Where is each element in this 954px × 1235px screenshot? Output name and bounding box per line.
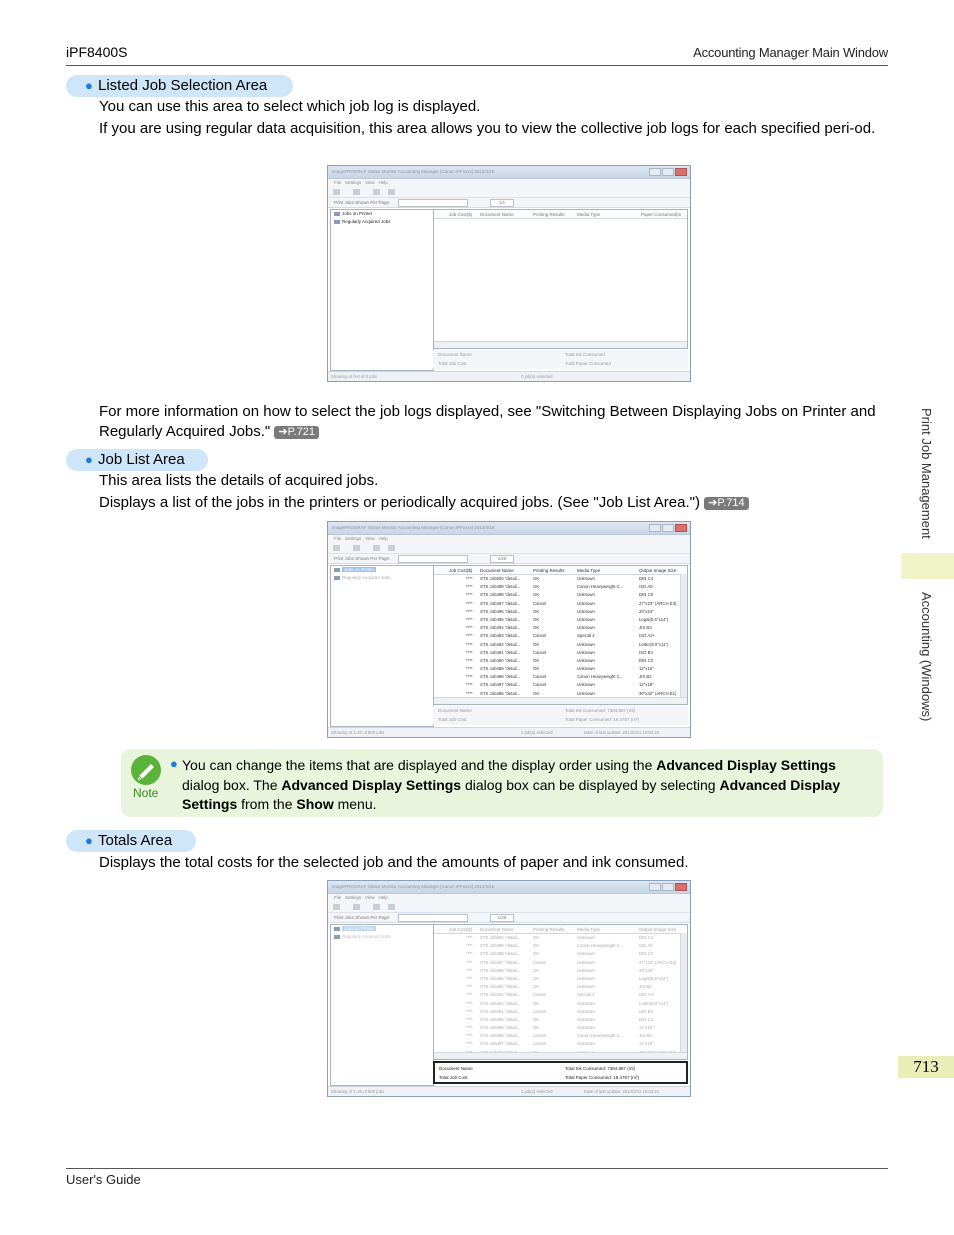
product-model: iPF8400S [66, 44, 128, 60]
table-cell: OK [533, 576, 540, 581]
table-cell: 30"x42" (ARCH E1) [639, 690, 677, 696]
table-cell: Cancel [533, 1008, 547, 1014]
table-cell: STS Job489 "detail... [480, 1025, 521, 1031]
table-row[interactable] [434, 575, 687, 583]
listed-paragraph-1: You can use this area to select which job log is displayed. [99, 98, 481, 115]
table-row[interactable] [434, 616, 687, 624]
table-cell: JIS B2 [639, 674, 652, 680]
table-cell: ISO B4 [639, 1008, 653, 1014]
table-cell: OK [533, 584, 540, 590]
table-cell: DIN C4 [639, 935, 654, 940]
table-cell: Unknown [577, 666, 595, 672]
side-tab-print-job-management[interactable]: Print Job Management [919, 408, 934, 539]
table-cell: 20"x24" [639, 608, 654, 614]
table-cell: Unknown [577, 984, 595, 990]
table-cell: DIN C0 [639, 592, 654, 598]
table-cell: **** [466, 690, 473, 696]
table-cell: Cancel [533, 992, 547, 998]
listed-paragraph-2: If you are using regular data acquisition, this area allows you to view the collective job logs for each specified peri-od. [99, 120, 876, 137]
table-cell: **** [466, 951, 473, 957]
table-cell: **** [466, 657, 473, 663]
table-cell: OK [533, 690, 540, 696]
table-cell: Cancel [533, 649, 547, 655]
table-row[interactable] [434, 600, 687, 608]
bullet-icon: ● [85, 452, 93, 467]
table-row[interactable] [434, 673, 687, 681]
table-cell: 27"x23" (ARCH E3) [639, 959, 677, 965]
table-cell: Unknown [577, 959, 595, 965]
table-cell: STS Job495 "detail... [480, 616, 521, 622]
table-cell: OK [533, 1016, 540, 1022]
table-cell: OK [533, 641, 540, 647]
table-cell: **** [466, 1000, 473, 1006]
screenshot-listed-job-selection: imagePROGRAF Status Monitor Accounting Manager [Canon iPFxxxx] 2012/4/16 File Settings View Help Print Jobs Shown Per Page: 1/1 Jobs on Printer Regularly Acquired Jobs Job Cost($) Document Name Printing Results Media Type Paper Consumed(m Document Name Total Job Cost Total Ink Consumed Total Paper Consumed Showing of 0-0 of 0 jobs 0 job(s) selected [327, 165, 691, 382]
table-cell: **** [466, 608, 473, 614]
table-row[interactable] [434, 1040, 687, 1048]
table-row[interactable] [434, 681, 687, 689]
table-cell: Unknown [577, 1041, 595, 1047]
table-cell: 20"x24" [639, 967, 654, 973]
table-cell: STS Job492 "detail... [480, 641, 521, 647]
side-tab-accounting[interactable]: Accounting (Windows) [919, 592, 934, 722]
table-cell: STS Job498 "detail... [480, 592, 521, 598]
table-row[interactable] [434, 959, 687, 967]
table-cell: STS Job500 "detail... [480, 576, 521, 581]
table-row[interactable] [434, 591, 687, 599]
note-pencil-icon [131, 755, 161, 785]
table-cell: Canon Heavyweight C... [577, 584, 624, 590]
table-cell: Unknown [577, 1016, 595, 1022]
table-cell: OK [533, 666, 540, 672]
totals-paragraph-1: Displays the total costs for the selected job and the amounts of paper and ink consumed. [99, 854, 689, 871]
table-cell: Unknown [577, 576, 595, 581]
footer-rule [66, 1168, 888, 1169]
table-cell: **** [466, 935, 473, 940]
table-cell: STS Job495 "detail... [480, 975, 521, 981]
table-cell: STS Job497 "detail... [480, 959, 521, 965]
table-row[interactable] [434, 942, 687, 950]
table-cell: DIN C4 [639, 576, 654, 581]
table-cell: **** [466, 943, 473, 949]
table-cell: **** [466, 1016, 473, 1022]
table-cell: OK [533, 616, 540, 622]
bullet-icon: ● [85, 833, 93, 848]
table-row[interactable] [434, 624, 687, 632]
table-cell: JIS B3 [639, 984, 652, 990]
table-cell: STS Job487 "detail... [480, 1041, 521, 1047]
table-cell: **** [466, 666, 473, 672]
table-cell: OK [533, 984, 540, 990]
table-cell: OK [533, 943, 540, 949]
side-tab-highlight [901, 553, 954, 579]
table-cell: STS Job500 "detail... [480, 935, 521, 940]
table-row[interactable] [434, 975, 687, 983]
joblist-paragraph-2: Displays a list of the jobs in the printers or periodically acquired jobs. (See "Job List Area.") ➔P.714 [99, 493, 889, 513]
table-cell: STS Job491 "detail... [480, 649, 521, 655]
table-cell: Unknown [577, 649, 595, 655]
table-cell: STS Job496 "detail... [480, 967, 521, 973]
bullet-icon: ● [170, 756, 178, 771]
table-cell: 27"x23" (ARCH E3) [639, 600, 677, 606]
table-cell: OK [533, 592, 540, 598]
table-cell: Unknown [577, 608, 595, 614]
table-row[interactable] [434, 934, 687, 942]
table-cell: OK [533, 935, 540, 940]
table-row[interactable] [434, 641, 687, 649]
table-cell: **** [466, 625, 473, 631]
table-row[interactable] [434, 657, 687, 665]
table-cell: STS Job499 "detail... [480, 943, 521, 949]
table-cell: Special 4 [577, 633, 595, 639]
table-cell: Cancel [533, 959, 547, 965]
table-cell: 12"x16" [639, 666, 654, 672]
bullet-icon: ● [85, 78, 93, 93]
table-row[interactable] [434, 1016, 687, 1024]
table-cell: ISO A2+ [639, 992, 656, 998]
table-cell: Unknown [577, 616, 595, 622]
table-cell: 12"x16" [639, 1025, 654, 1031]
table-cell: Unknown [577, 625, 595, 631]
table-cell: Unknown [577, 951, 595, 957]
table-cell: **** [466, 576, 473, 581]
table-cell: Cancel [533, 1033, 547, 1039]
table-cell: **** [466, 1025, 473, 1031]
table-cell: Cancel [533, 674, 547, 680]
table-cell: Cancel [533, 682, 547, 688]
section-heading-totals: ● Totals Area [66, 830, 196, 852]
table-cell: STS Job492 "detail... [480, 1000, 521, 1006]
table-cell: 12"x18" [639, 682, 654, 688]
page-number: 713 [898, 1056, 954, 1078]
table-cell: Unknown [577, 592, 595, 598]
table-cell: JIS B2 [639, 1033, 652, 1039]
table-cell: STS Job486 "detail... [480, 690, 521, 696]
page-reference-714[interactable]: ➔P.714 [704, 497, 749, 510]
table-cell: STS Job490 "detail... [480, 657, 521, 663]
table-cell: Letter(8.5"x11") [639, 641, 669, 647]
page-reference-721[interactable]: ➔P.721 [274, 426, 319, 439]
table-cell: Cancel [533, 600, 547, 606]
table-cell: **** [466, 616, 473, 622]
table-cell: Legal(8.5"x14") [639, 975, 669, 981]
table-cell: STS Job494 "detail... [480, 984, 521, 990]
table-row[interactable] [434, 649, 687, 657]
screenshot-totals: imagePROGRAF Status Monitor Accounting Manager [Canon iPFxxxx] 2012/4/16 File Settings View Help Print Jobs Shown Per Page: 1/25 Jobs on Printer Regularly Acquired Jobs Job Cost($) Document Name Printing Results Media Type Output Image Size **** STS Job500 "detail... OK Unknown DIN C4 **** STS Job499 "detail... OK Canon Heavyweight C... ISO A0 **** STS Job498 "detail... OK Unknown DIN C0 **** STS Job497 "detail... Cancel Unknown 27"x23" (ARCH E3) **** STS Job496 "detail... OK Unknown 20"x24" **** STS Job495 "detail... OK Unknown Legal(8.5"x14") **** STS Job494 "detail... OK Unknown JIS B3 **** STS Job493 "detail... Cancel Special 4 ISO A2+ **** STS Job492 "detail... OK Unknown Letter(8.5"x11") **** STS Job491 "detail... Cancel Unknown ISO B4 **** STS Job490 "detail... OK Unknown DIN C2 **** STS Job489 "detail... OK Unknown 12"x16" **** STS Job488 "detail... Cancel Canon Heavyweight C... JIS B2 **** STS Job487 "detail... Cancel Unknown 12"x18" Document Name Total Job Cost Total Ink Consumed: 7384.887 (ml) Total Paper Consumed: 19.4767 (m²) Showing of 1-20 of 500 jobs 1 job(s) selected Date of last update: 2012/2/11 19:03:21 [327, 880, 691, 1097]
table-cell: Unknown [577, 935, 595, 940]
table-cell: **** [466, 641, 473, 647]
table-cell: STS Job496 "detail... [480, 608, 521, 614]
table-cell: STS Job494 "detail... [480, 625, 521, 631]
table-cell: Unknown [577, 641, 595, 647]
table-row[interactable] [434, 967, 687, 975]
table-cell: Unknown [577, 1025, 595, 1031]
section-title: Accounting Manager Main Window [693, 45, 888, 60]
table-cell: Canon Heavyweight C... [577, 1033, 624, 1039]
table-row[interactable] [434, 1008, 687, 1016]
table-cell: STS Job489 "detail... [480, 666, 521, 672]
table-cell: OK [533, 1025, 540, 1031]
table-row[interactable] [434, 991, 687, 999]
table-cell: DIN C2 [639, 657, 654, 663]
table-cell: **** [466, 1008, 473, 1014]
table-cell: STS Job488 "detail... [480, 674, 521, 680]
listed-paragraph-3: For more information on how to select the job logs displayed, see "Switching Between Displaying Jobs on Printer and Regularly Acquired Jobs." ➔P.721 [99, 403, 876, 440]
table-cell: Special 4 [577, 992, 595, 998]
table-cell: Unknown [577, 682, 595, 688]
table-row[interactable] [434, 665, 687, 673]
table-cell: OK [533, 1000, 540, 1006]
joblist-paragraph-1: This area lists the details of acquired jobs. [99, 472, 379, 489]
table-cell: **** [466, 649, 473, 655]
table-cell: STS Job498 "detail... [480, 951, 521, 957]
table-cell: Unknown [577, 1000, 595, 1006]
table-row[interactable] [434, 1000, 687, 1008]
table-cell: 12"x18" [639, 1041, 654, 1047]
table-cell: OK [533, 657, 540, 663]
table-cell: Unknown [577, 657, 595, 663]
table-cell: STS Job491 "detail... [480, 1008, 521, 1014]
table-cell: **** [466, 600, 473, 606]
table-row[interactable] [434, 632, 687, 640]
table-cell: Cancel [533, 1041, 547, 1047]
table-cell: **** [466, 967, 473, 973]
table-cell: STS Job497 "detail... [480, 600, 521, 606]
table-cell: **** [466, 674, 473, 680]
table-cell: STS Job488 "detail... [480, 1033, 521, 1039]
table-cell: STS Job487 "detail... [480, 682, 521, 688]
table-cell: Canon Heavyweight C... [577, 674, 624, 680]
table-cell: OK [533, 951, 540, 957]
table-cell: Letter(8.5"x11") [639, 1000, 669, 1006]
table-cell: Unknown [577, 975, 595, 981]
table-cell: ISO A2+ [639, 633, 656, 639]
note-label: Note [133, 786, 159, 800]
table-cell: Unknown [577, 600, 595, 606]
table-cell: **** [466, 633, 473, 639]
table-cell: STS Job493 "detail... [480, 633, 521, 639]
table-cell: **** [466, 984, 473, 990]
footer-guide: User's Guide [66, 1172, 141, 1187]
section-heading-job-list: ● Job List Area [66, 449, 208, 471]
table-cell: OK [533, 975, 540, 981]
table-cell: OK [533, 608, 540, 614]
table-cell: Cancel [533, 633, 547, 639]
table-cell: Unknown [577, 967, 595, 973]
table-cell: **** [466, 584, 473, 590]
table-cell: Unknown [577, 690, 595, 696]
table-cell: ISO B4 [639, 649, 653, 655]
header-rule [66, 65, 888, 66]
table-cell: **** [466, 682, 473, 688]
table-cell: STS Job490 "detail... [480, 1016, 521, 1022]
table-cell: STS Job493 "detail... [480, 992, 521, 998]
table-cell: **** [466, 1041, 473, 1047]
table-cell: **** [466, 959, 473, 965]
table-cell: **** [466, 1033, 473, 1039]
table-row[interactable] [434, 583, 687, 591]
table-cell: DIN C2 [639, 1016, 654, 1022]
screenshot-job-list: imagePROGRAF Status Monitor Accounting Manager [Canon iPFxxxx] 2012/4/16 File Settings View Help Print Jobs Shown Per Page: 1/25 Jobs on Printer Regularly Acquired Jobs Job Cost($) Document Name Printing Results Media Type Output Image Size **** STS Job500 "detail... OK Unknown DIN C4 **** STS Job499 "detail... OK Canon Heavyweight C... ISO A0 **** STS Job498 "detail... OK Unknown DIN C0 **** STS Job497 "detail... Cancel Unknown 27"x23" (ARCH E3) **** STS Job496 "detail... OK Unknown 20"x24" **** STS Job495 "detail... OK Unknown Legal(8.5"x14") **** STS Job494 "detail... OK Unknown JIS B3 **** STS Job493 "detail... Cancel Special 4 ISO A2+ **** STS Job492 "detail... OK Unknown Letter(8.5"x11") **** STS Job491 "detail... Cancel Unknown ISO B4 **** STS Job490 "detail... OK Unknown DIN C2 **** STS Job489 "detail... OK Unknown 12"x16" **** STS Job488 "detail... Cancel Canon Heavyweight C... JIS B2 **** STS Job487 "detail... Cancel Unknown 12"x18" **** STS Job486 "detail... OK Unknown 30"x42" (ARCH E1) Document Name Total Job Cost Total Ink Consumed: 7384.887 (ml) Total Paper Consumed: 19.4767 (m²) Showing of 1-20 of 500 jobs 1 job(s) selected Date of last update: 2012/2/11 19:03:21 [327, 521, 691, 738]
table-row[interactable] [434, 1032, 687, 1040]
table-cell: **** [466, 975, 473, 981]
table-cell: STS Job499 "detail... [480, 584, 521, 590]
table-cell: ISO A0 [639, 943, 653, 949]
table-row[interactable] [434, 983, 687, 991]
table-cell: **** [466, 992, 473, 998]
note-text: You can change the items that are displayed and the display order using the Advanced Display Settings dialog box. The Advanced Display Settings dialog box can be displayed by selecting Advanced Display Settings from the Show menu. [182, 757, 841, 812]
table-row[interactable] [434, 950, 687, 958]
section-heading-listed: ● Listed Job Selection Area [66, 75, 293, 97]
table-cell: OK [533, 967, 540, 973]
table-cell: ISO A0 [639, 584, 653, 590]
table-cell: Unknown [577, 1008, 595, 1014]
table-row[interactable] [434, 1024, 687, 1032]
table-cell: OK [533, 625, 540, 631]
table-cell: JIS B3 [639, 625, 652, 631]
table-cell: Legal(8.5"x14") [639, 616, 669, 622]
table-cell: DIN C0 [639, 951, 654, 957]
table-cell: **** [466, 592, 473, 598]
table-cell: Canon Heavyweight C... [577, 943, 624, 949]
table-row[interactable] [434, 608, 687, 616]
